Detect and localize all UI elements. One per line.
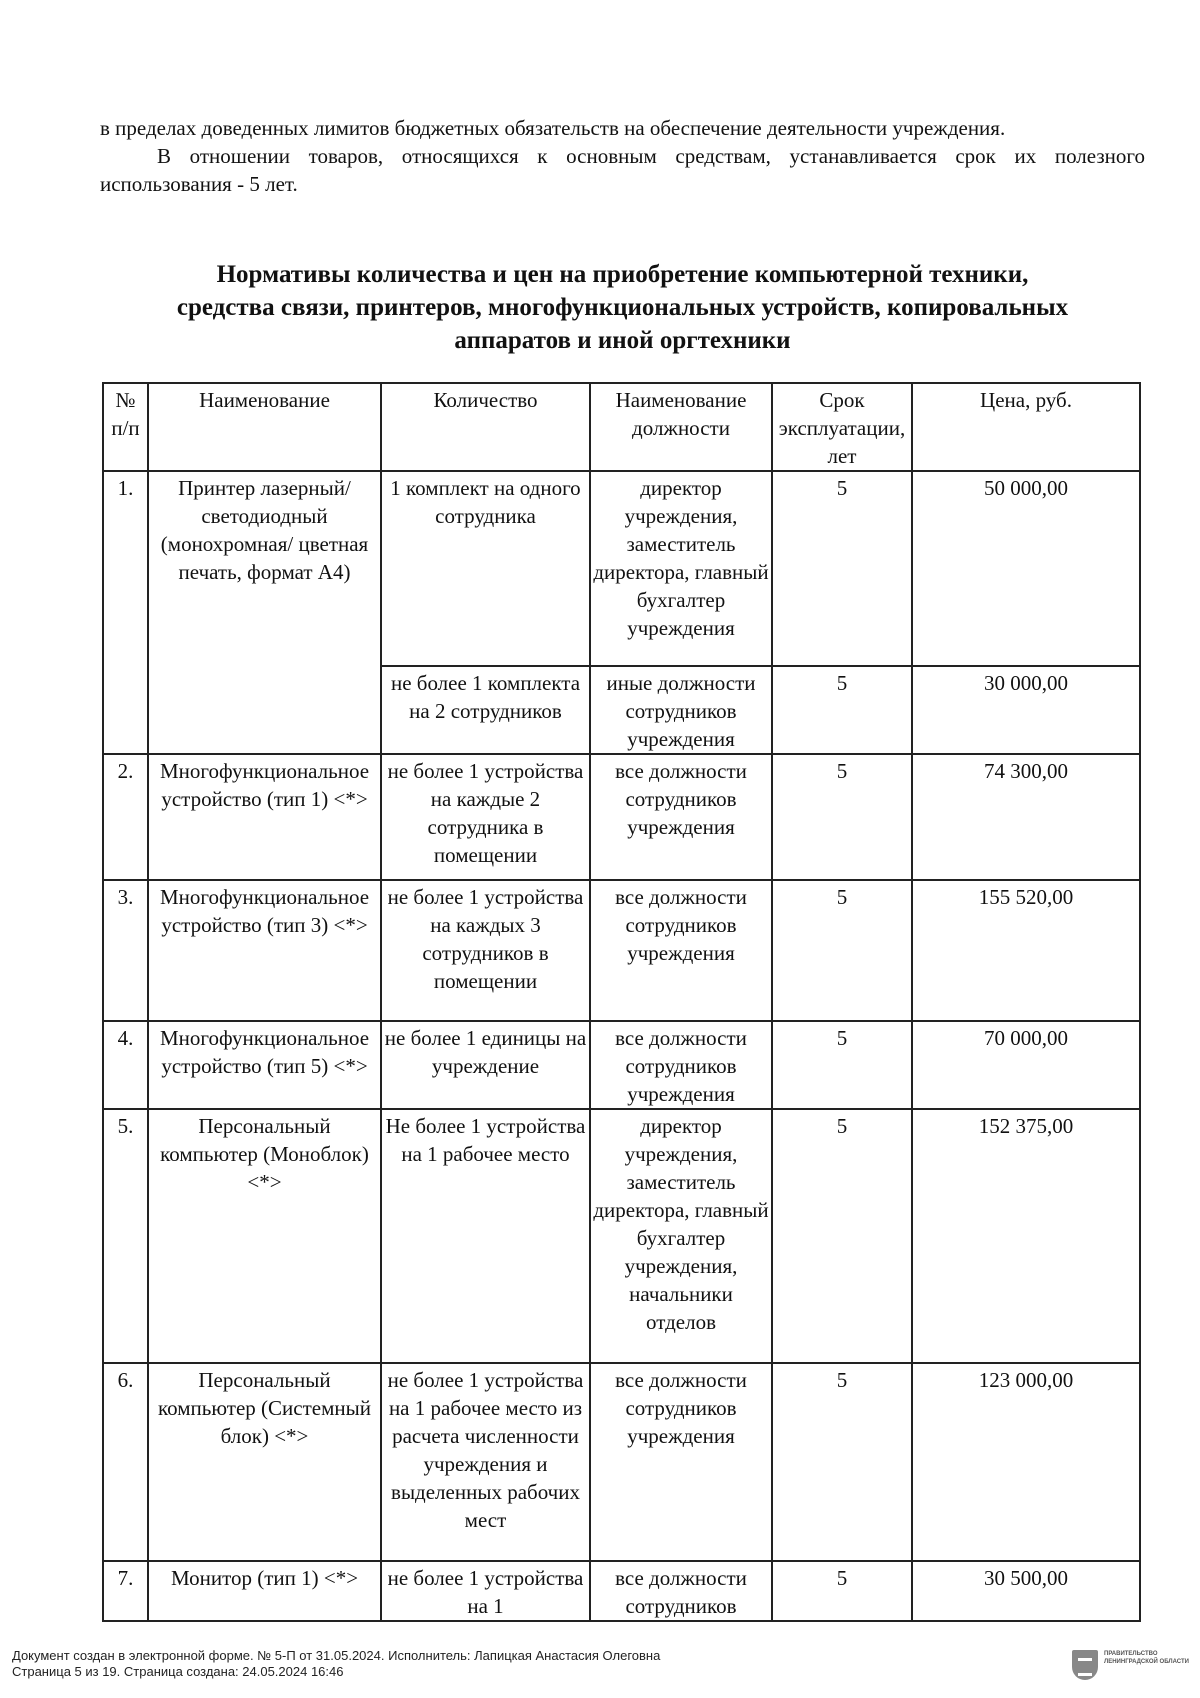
footer-line-2: Страница 5 из 19. Страница создана: 24.05.2024 16:46 <box>12 1664 344 1679</box>
cell-num: 2. <box>103 754 148 880</box>
cell-position: директор учреждения, заместитель директора, главный бухгалтер учреждения, начальники отделов <box>590 1109 772 1363</box>
cell-term: 5 <box>772 880 912 1021</box>
header-term: Срок эксплуатации, лет <box>772 383 912 471</box>
cell-name: Персональный компьютер (Системный блок) <*> <box>148 1363 381 1561</box>
table-header-row <box>103 383 1140 471</box>
table-row <box>103 1363 1140 1561</box>
cell-name: Персональный компьютер (Моноблок) <*> <box>148 1109 381 1363</box>
table-row <box>103 754 1140 880</box>
cell-price: 50 000,00 <box>912 471 1140 666</box>
cell-name: Многофункциональное устройство (тип 1) <*> <box>148 754 381 880</box>
header-num: № п/п <box>103 383 148 471</box>
cell-position: все должности сотрудников учреждения <box>590 754 772 880</box>
cell-term: 5 <box>772 666 912 754</box>
cell-quantity: не более 1 устройства на 1 <box>381 1561 590 1621</box>
cell-quantity: не более 1 комплекта на 2 сотрудников <box>381 666 590 754</box>
cell-name: Многофункциональное устройство (тип 3) <*> <box>148 880 381 1021</box>
cell-price: 70 000,00 <box>912 1021 1140 1109</box>
cell-position: все должности сотрудников <box>590 1561 772 1621</box>
cell-name: Принтер лазерный/ светодиодный (монохромная/ цветная печать, формат А4) <box>148 471 381 754</box>
cell-term: 5 <box>772 1561 912 1621</box>
cell-price: 123 000,00 <box>912 1363 1140 1561</box>
table-row <box>103 1021 1140 1109</box>
cell-position: иные должности сотрудников учреждения <box>590 666 772 754</box>
title-line-1: Нормативы количества и цен на приобретение компьютерной техники, <box>216 261 1029 288</box>
cell-position: все должности сотрудников учреждения <box>590 880 772 1021</box>
cell-price: 30 000,00 <box>912 666 1140 754</box>
cell-name: Многофункциональное устройство (тип 5) <*> <box>148 1021 381 1109</box>
cell-term: 5 <box>772 1109 912 1363</box>
cell-position: все должности сотрудников учреждения <box>590 1021 772 1109</box>
document-footer <box>12 1648 660 1680</box>
cell-num: 6. <box>103 1363 148 1561</box>
cell-term: 5 <box>772 471 912 666</box>
intro-paragraph-2: В отношении товаров, относящихся к основным средствам, устанавливается срок их полезного использования - 5 лет. <box>100 144 1145 196</box>
logo-text: ПРАВИТЕЛЬСТВО ЛЕНИНГРАДСКОЙ ОБЛАСТИ <box>1104 1651 1189 1665</box>
cell-quantity: 1 комплект на одного сотрудника <box>381 471 590 666</box>
cell-price: 74 300,00 <box>912 754 1140 880</box>
coat-of-arms-icon <box>1072 1650 1098 1680</box>
intro-text <box>100 114 1145 198</box>
header-quantity: Количество <box>381 383 590 471</box>
cell-quantity: не более 1 единицы на учреждение <box>381 1021 590 1109</box>
title-line-2: средства связи, принтеров, многофункциональных устройств, копировальных <box>176 294 1069 321</box>
cell-position: все должности сотрудников учреждения <box>590 1363 772 1561</box>
table-row <box>103 471 1140 666</box>
title-line-3: аппаратов и иной оргтехники <box>454 327 791 354</box>
intro-paragraph-1: в пределах доведенных лимитов бюджетных обязательств на обеспечение деятельности учреждения. <box>100 116 1006 140</box>
cell-quantity: не более 1 устройства на каждых 3 сотрудников в помещении <box>381 880 590 1021</box>
cell-name: Монитор (тип 1) <*> <box>148 1561 381 1621</box>
cell-quantity: Не более 1 устройства на 1 рабочее место <box>381 1109 590 1363</box>
cell-quantity: не более 1 устройства на 1 рабочее место из расчета численности учреждения и выделенных рабочих мест <box>381 1363 590 1561</box>
cell-price: 152 375,00 <box>912 1109 1140 1363</box>
table-row <box>103 1561 1140 1621</box>
cell-term: 5 <box>772 1363 912 1561</box>
cell-term: 5 <box>772 1021 912 1109</box>
header-position: Наименование должности <box>590 383 772 471</box>
cell-num: 3. <box>103 880 148 1021</box>
header-name: Наименование <box>148 383 381 471</box>
cell-position: директор учреждения, заместитель директора, главный бухгалтер учреждения <box>590 471 772 666</box>
cell-num: 7. <box>103 1561 148 1621</box>
table-row <box>103 880 1140 1021</box>
header-price: Цена, руб. <box>912 383 1140 471</box>
cell-num: 4. <box>103 1021 148 1109</box>
norms-table <box>102 382 1141 1622</box>
cell-price: 155 520,00 <box>912 880 1140 1021</box>
cell-term: 5 <box>772 754 912 880</box>
cell-num: 1. <box>103 471 148 754</box>
cell-price: 30 500,00 <box>912 1561 1140 1621</box>
government-logo <box>1072 1648 1192 1684</box>
footer-line-1: Документ создан в электронной форме. № 5-П от 31.05.2024. Исполнитель: Лапицкая Анастасия Олеговна <box>12 1648 661 1663</box>
document-section-title <box>100 258 1145 357</box>
cell-num: 5. <box>103 1109 148 1363</box>
cell-quantity: не более 1 устройства на каждые 2 сотрудника в помещении <box>381 754 590 880</box>
table-row <box>103 1109 1140 1363</box>
